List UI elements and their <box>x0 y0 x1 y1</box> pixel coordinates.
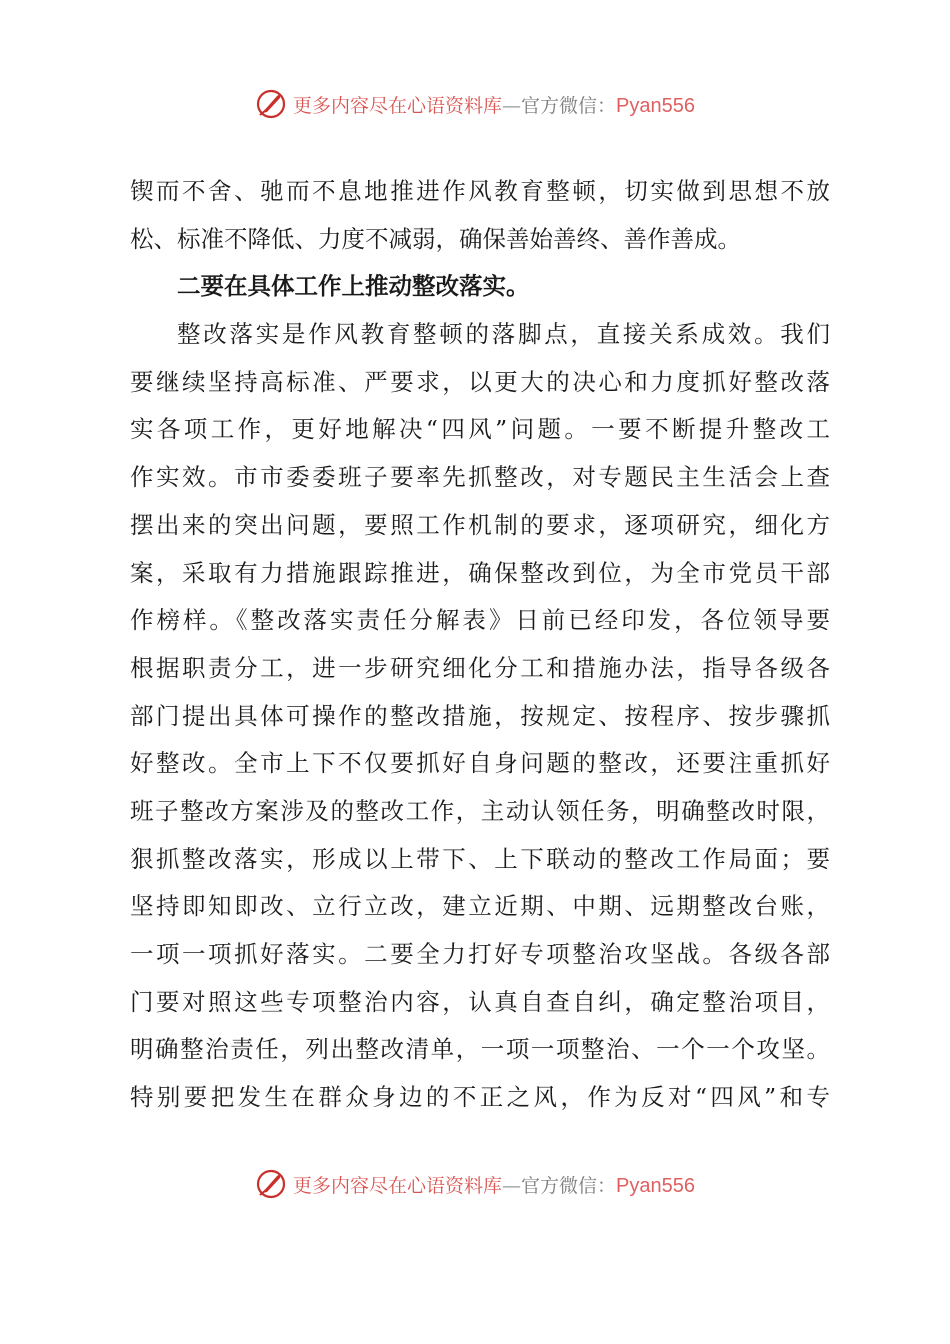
banner-wechat-label: 官方微信： <box>521 1174 617 1197</box>
banner-text <box>293 1171 695 1198</box>
quill-pen-logo-icon <box>255 88 287 120</box>
body-line: 作榜样。《整改落实责任分解表》日前已经印发，各位领导要 <box>130 606 830 635</box>
body-line: 明确整治责任，列出整改清单，一项一项整治、一个一个攻坚。 <box>130 1035 830 1064</box>
body-line: 门要对照这些专项整治内容，认真自查自纠，确定整治项目， <box>130 987 830 1016</box>
banner-main-text: 更多内容尽在心语资料库 <box>293 94 503 117</box>
quill-pen-logo-icon <box>255 1168 287 1200</box>
body-line: 摆出来的突出问题，要照工作机制的要求，逐项研究，细化方 <box>130 510 830 539</box>
banner-text <box>293 91 695 118</box>
body-line: 案，采取有力措施跟踪推进，确保整改到位，为全市党员干部 <box>130 558 830 587</box>
banner-wechat-label: 官方微信： <box>521 94 617 117</box>
body-line: 根据职责分工，进一步研究细化分工和措施办法，指导各级各 <box>130 653 830 682</box>
body-line: 好整改。全市上下不仅要抓好自身问题的整改，还要注重抓好 <box>130 749 830 778</box>
document-body <box>130 168 830 1122</box>
body-line: 一项一项抓好落实。二要全力打好专项整治攻坚战。各级各部 <box>130 940 830 968</box>
body-line: 松、标准不降低、力度不减弱，确保善始善终、善作善成。 <box>130 224 741 253</box>
body-line: 作实效。市市委委班子要率先抓整改，对专题民主生活会上查 <box>130 463 830 492</box>
body-line: 要继续坚持高标准、严要求，以更大的决心和力度抓好整改落 <box>130 367 830 396</box>
banner-separator: — <box>502 94 522 117</box>
footer-banner <box>0 1164 950 1204</box>
body-line: 锲而不舍、驰而不息地推进作风教育整顿，切实做到思想不放 <box>130 177 830 205</box>
banner-separator: — <box>502 1174 522 1197</box>
banner-wechat-id: Pyan556 <box>616 1174 695 1197</box>
body-line: 特别要把发生在群众身边的不正之风，作为反对“四风”和专 <box>130 1083 830 1112</box>
banner-wechat-id: Pyan556 <box>616 94 695 117</box>
body-line: 整改落实是作风教育整顿的落脚点，直接关系成效。我们 <box>177 320 830 349</box>
body-line: 部门提出具体可操作的整改措施，按规定、按程序、按步骤抓 <box>130 701 830 730</box>
section-heading: 二要在具体工作上推动整改落实。 <box>177 272 530 301</box>
header-banner <box>0 84 950 124</box>
banner-main-text: 更多内容尽在心语资料库 <box>293 1174 503 1197</box>
body-line: 实各项工作，更好地解决“四风”问题。一要不断提升整改工 <box>130 415 830 444</box>
body-line: 班子整改方案涉及的整改工作，主动认领任务，明确整改时限， <box>130 796 830 825</box>
body-line: 坚持即知即改、立行立改，建立近期、中期、远期整改台账， <box>130 892 830 921</box>
body-line: 狠抓整改落实，形成以上带下、上下联动的整改工作局面；要 <box>130 844 830 873</box>
